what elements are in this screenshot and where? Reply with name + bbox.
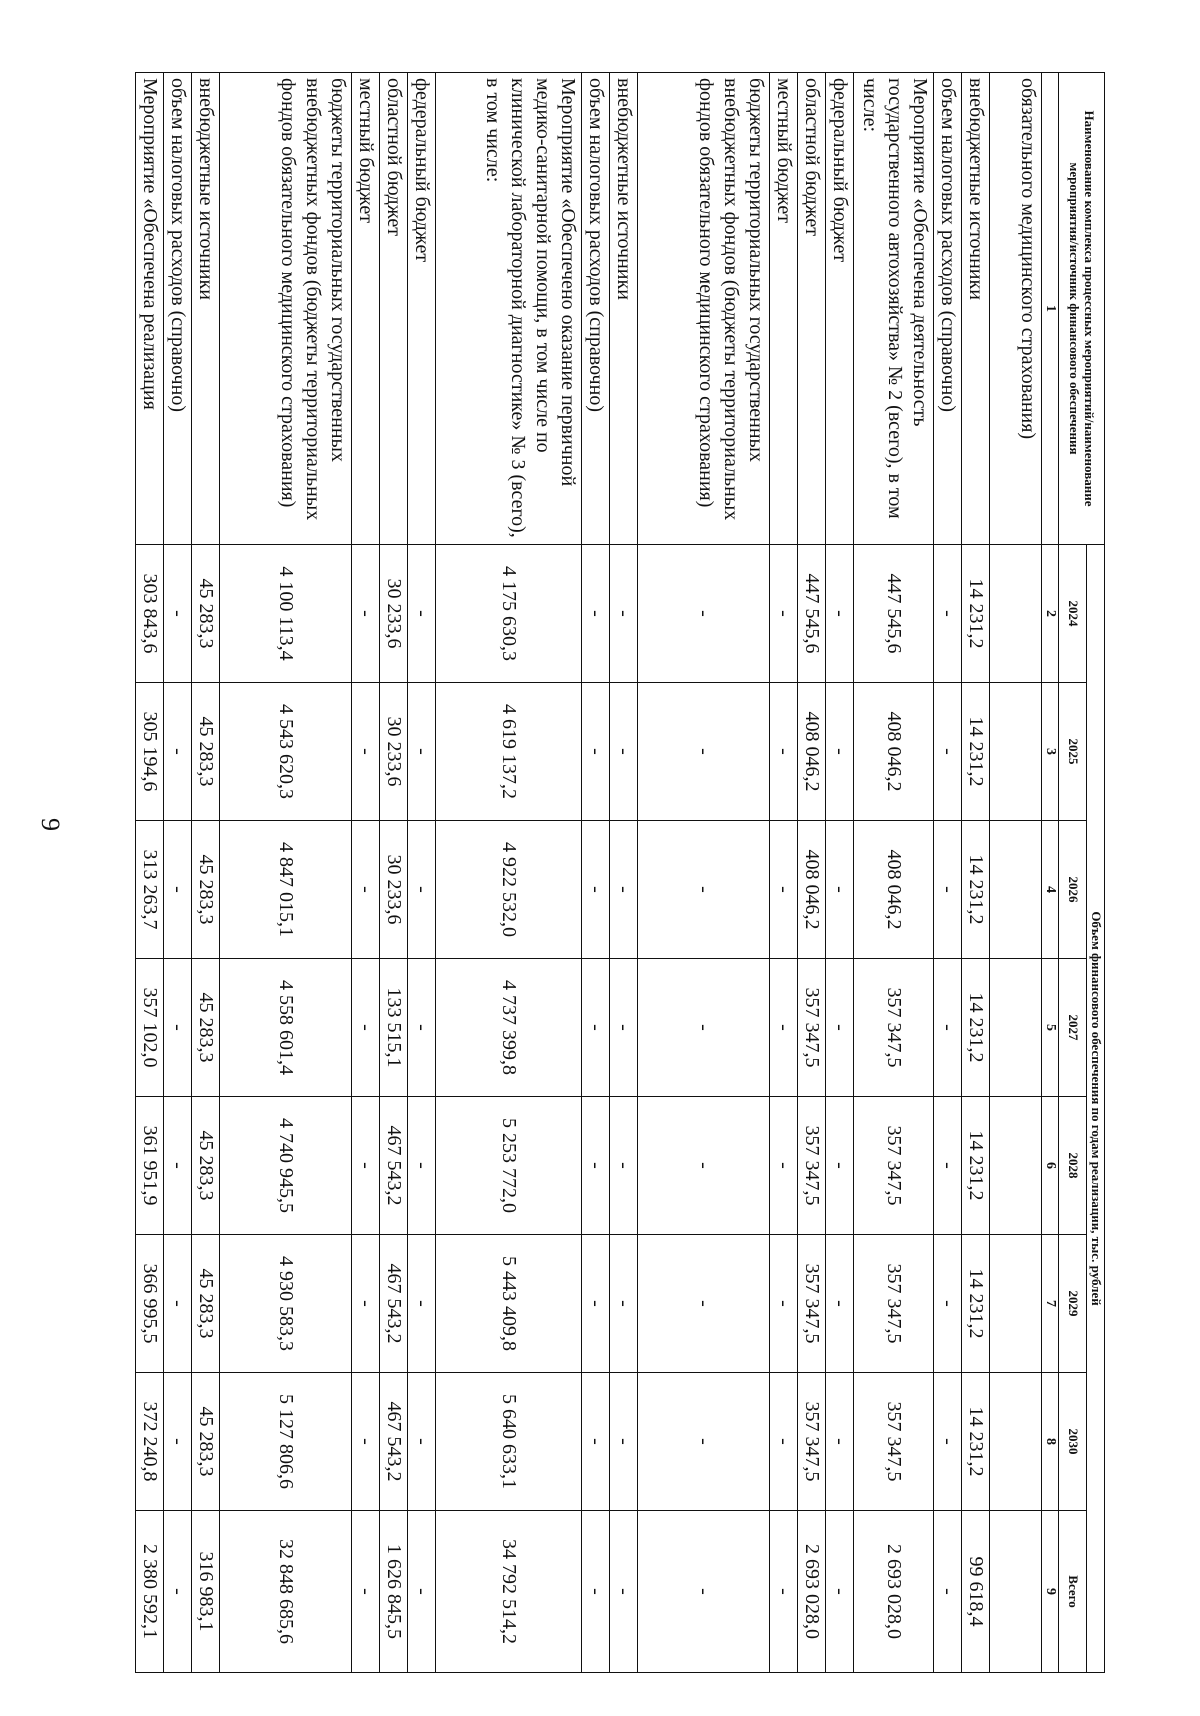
row-value-cell: - bbox=[770, 1373, 798, 1511]
row-total-cell: - bbox=[408, 1511, 436, 1673]
row-value-cell: 408 046,2 bbox=[798, 821, 826, 959]
row-value-cell: - bbox=[582, 683, 610, 821]
row-value-cell: - bbox=[610, 821, 638, 959]
row-value-cell: - bbox=[352, 959, 380, 1097]
column-number: 7 bbox=[1042, 1235, 1059, 1373]
row-value-cell: - bbox=[934, 545, 962, 683]
row-name-cell: местный бюджет bbox=[770, 73, 798, 545]
row-total-cell: - bbox=[934, 1511, 962, 1673]
row-value-cell: - bbox=[352, 1235, 380, 1373]
row-value-cell: - bbox=[610, 1097, 638, 1235]
row-value-cell: - bbox=[164, 821, 192, 959]
row-name-cell: бюджеты территориальных государственных внебюджетных фондов (бюджеты территориальных фондов обязательного медицинского страхования) bbox=[638, 73, 770, 545]
column-number: 4 bbox=[1042, 821, 1059, 959]
row-value-cell: - bbox=[610, 959, 638, 1097]
row-value-cell: 4 930 583,3 bbox=[220, 1235, 352, 1373]
row-value-cell: 14 231,2 bbox=[962, 545, 990, 683]
row-value-cell: - bbox=[352, 683, 380, 821]
row-value-cell: - bbox=[826, 959, 854, 1097]
row-value-cell: - bbox=[934, 959, 962, 1097]
row-value-cell: - bbox=[610, 683, 638, 821]
row-value-cell: - bbox=[638, 1235, 770, 1373]
row-total-cell: 34 792 514,2 bbox=[436, 1511, 582, 1673]
column-number: 3 bbox=[1042, 683, 1059, 821]
row-value-cell: 14 231,2 bbox=[962, 1235, 990, 1373]
column-number: 8 bbox=[1042, 1373, 1059, 1511]
table-row bbox=[582, 73, 610, 1673]
row-value-cell: - bbox=[770, 959, 798, 1097]
row-name-cell: Мероприятие «Обеспечено оказание первичной медико-санитарной помощи, в том числе по клинической лабораторной диагностике» № 3 (всего), в том числе: bbox=[436, 73, 582, 545]
row-name-cell: Мероприятие «Обеспечена реализация bbox=[136, 73, 164, 545]
row-total-cell: - bbox=[610, 1511, 638, 1673]
row-total-cell: 2 380 592,1 bbox=[136, 1511, 164, 1673]
row-value-cell: - bbox=[408, 683, 436, 821]
row-total-cell: 99 618,4 bbox=[962, 1511, 990, 1673]
row-value-cell: - bbox=[934, 683, 962, 821]
table-row bbox=[610, 73, 638, 1673]
row-value-cell: - bbox=[582, 821, 610, 959]
table-row bbox=[826, 73, 854, 1673]
row-value-cell: 4 175 630,3 bbox=[436, 545, 582, 683]
row-value-cell: 467 543,2 bbox=[380, 1235, 408, 1373]
row-value-cell: - bbox=[408, 1235, 436, 1373]
row-value-cell: - bbox=[826, 1097, 854, 1235]
row-value-cell: 4 543 620,3 bbox=[220, 683, 352, 821]
row-value-cell: - bbox=[610, 1235, 638, 1373]
row-name-cell: федеральный бюджет bbox=[408, 73, 436, 545]
row-value-cell: - bbox=[408, 1373, 436, 1511]
row-value-cell: - bbox=[638, 1373, 770, 1511]
column-number: 1 bbox=[1042, 73, 1059, 545]
row-value-cell: - bbox=[934, 1097, 962, 1235]
row-value-cell bbox=[990, 545, 1042, 683]
row-value-cell: - bbox=[934, 1373, 962, 1511]
header-year: 2025 bbox=[1059, 683, 1087, 821]
row-value-cell: - bbox=[934, 821, 962, 959]
header-year: 2030 bbox=[1059, 1373, 1087, 1511]
row-value-cell: 408 046,2 bbox=[798, 683, 826, 821]
row-value-cell: 14 231,2 bbox=[962, 821, 990, 959]
row-total-cell bbox=[990, 1511, 1042, 1673]
row-value-cell: - bbox=[826, 1235, 854, 1373]
row-value-cell bbox=[990, 683, 1042, 821]
row-total-cell: - bbox=[582, 1511, 610, 1673]
funding-table bbox=[135, 72, 1105, 1673]
row-value-cell: - bbox=[638, 1097, 770, 1235]
row-value-cell: 4 100 113,4 bbox=[220, 545, 352, 683]
row-total-cell: - bbox=[164, 1511, 192, 1673]
row-value-cell: 14 231,2 bbox=[962, 959, 990, 1097]
row-value-cell: 357 347,5 bbox=[798, 959, 826, 1097]
row-value-cell: - bbox=[352, 821, 380, 959]
row-value-cell: 357 347,5 bbox=[798, 1097, 826, 1235]
row-name-cell: объем налоговых расходов (справочно) bbox=[582, 73, 610, 545]
rotated-table-container bbox=[139, 72, 1105, 1644]
row-value-cell: 30 233,6 bbox=[380, 683, 408, 821]
row-value-cell: 45 283,3 bbox=[192, 1373, 220, 1511]
row-value-cell: - bbox=[610, 545, 638, 683]
row-value-cell: 467 543,2 bbox=[380, 1373, 408, 1511]
row-value-cell: - bbox=[164, 959, 192, 1097]
row-value-cell: - bbox=[638, 959, 770, 1097]
table-row bbox=[192, 73, 220, 1673]
column-number: 9 bbox=[1042, 1511, 1059, 1673]
row-value-cell: 467 543,2 bbox=[380, 1097, 408, 1235]
table-row bbox=[220, 73, 352, 1673]
row-value-cell: 357 347,5 bbox=[798, 1235, 826, 1373]
row-value-cell: - bbox=[164, 545, 192, 683]
row-name-cell: объем налоговых расходов (справочно) bbox=[164, 73, 192, 545]
row-value-cell: - bbox=[408, 959, 436, 1097]
row-value-cell: - bbox=[826, 683, 854, 821]
table-row bbox=[136, 73, 164, 1673]
row-value-cell: 14 231,2 bbox=[962, 1373, 990, 1511]
row-value-cell: 313 263,7 bbox=[136, 821, 164, 959]
header-name-column: Наименование комплекса процессных мероприятий/наименование мероприятия/источник финансового обеспечения bbox=[1059, 73, 1105, 545]
row-total-cell: - bbox=[770, 1511, 798, 1673]
row-value-cell: 305 194,6 bbox=[136, 683, 164, 821]
table-row bbox=[770, 73, 798, 1673]
row-value-cell: - bbox=[826, 821, 854, 959]
header-year: 2027 bbox=[1059, 959, 1087, 1097]
row-value-cell: 361 951,9 bbox=[136, 1097, 164, 1235]
column-number: 2 bbox=[1042, 545, 1059, 683]
table-row bbox=[990, 73, 1042, 1673]
table-row bbox=[934, 73, 962, 1673]
row-value-cell: 357 347,5 bbox=[798, 1373, 826, 1511]
row-value-cell: - bbox=[934, 1235, 962, 1373]
table-row bbox=[380, 73, 408, 1673]
row-name-cell: областной бюджет bbox=[798, 73, 826, 545]
row-value-cell: - bbox=[770, 683, 798, 821]
row-value-cell bbox=[990, 1373, 1042, 1511]
row-total-cell: - bbox=[352, 1511, 380, 1673]
row-value-cell: - bbox=[164, 1235, 192, 1373]
row-value-cell: 4 922 532,0 bbox=[436, 821, 582, 959]
row-value-cell: 5 443 409,8 bbox=[436, 1235, 582, 1373]
row-total-cell: 2 693 028,0 bbox=[854, 1511, 934, 1673]
row-value-cell: 45 283,3 bbox=[192, 1097, 220, 1235]
row-value-cell: 4 558 601,4 bbox=[220, 959, 352, 1097]
row-name-cell: внебюджетные источники bbox=[192, 73, 220, 545]
row-total-cell: 316 983,1 bbox=[192, 1511, 220, 1673]
table-row bbox=[962, 73, 990, 1673]
table-row bbox=[164, 73, 192, 1673]
row-value-cell: - bbox=[770, 821, 798, 959]
row-value-cell: 30 233,6 bbox=[380, 821, 408, 959]
row-value-cell: 372 240,8 bbox=[136, 1373, 164, 1511]
row-value-cell: 357 347,5 bbox=[854, 1373, 934, 1511]
row-value-cell: 5 640 633,1 bbox=[436, 1373, 582, 1511]
row-value-cell: - bbox=[352, 1097, 380, 1235]
row-name-cell: бюджеты территориальных государственных внебюджетных фондов (бюджеты территориальных фондов обязательного медицинского страхования) bbox=[220, 73, 352, 545]
row-value-cell: - bbox=[638, 821, 770, 959]
row-value-cell: 133 515,1 bbox=[380, 959, 408, 1097]
row-value-cell: 4 740 945,5 bbox=[220, 1097, 352, 1235]
row-value-cell: 357 347,5 bbox=[854, 1235, 934, 1373]
table-row bbox=[436, 73, 582, 1673]
row-value-cell: - bbox=[826, 545, 854, 683]
row-total-cell: 2 693 028,0 bbox=[798, 1511, 826, 1673]
table-row bbox=[638, 73, 770, 1673]
row-value-cell: - bbox=[826, 1373, 854, 1511]
row-value-cell: 45 283,3 bbox=[192, 959, 220, 1097]
row-total-cell: 1 626 845,5 bbox=[380, 1511, 408, 1673]
row-value-cell: - bbox=[408, 821, 436, 959]
row-value-cell bbox=[990, 959, 1042, 1097]
row-value-cell: - bbox=[352, 545, 380, 683]
row-value-cell: 447 545,6 bbox=[798, 545, 826, 683]
row-value-cell: - bbox=[352, 1373, 380, 1511]
header-funding-group: Объем финансового обеспечения по годам реализации, тыс. рублей bbox=[1087, 545, 1105, 1673]
header-year: 2028 bbox=[1059, 1097, 1087, 1235]
row-total-cell: - bbox=[638, 1511, 770, 1673]
row-name-cell: федеральный бюджет bbox=[826, 73, 854, 545]
header-year: 2029 bbox=[1059, 1235, 1087, 1373]
table-row bbox=[798, 73, 826, 1673]
row-value-cell: - bbox=[164, 1373, 192, 1511]
row-name-cell: внебюджетные источники bbox=[610, 73, 638, 545]
row-value-cell: - bbox=[408, 545, 436, 683]
row-value-cell: 366 995,5 bbox=[136, 1235, 164, 1373]
row-value-cell: 357 102,0 bbox=[136, 959, 164, 1097]
column-number: 5 bbox=[1042, 959, 1059, 1097]
row-value-cell: 5 253 772,0 bbox=[436, 1097, 582, 1235]
row-value-cell: - bbox=[408, 1097, 436, 1235]
table-body bbox=[136, 73, 1042, 1673]
row-value-cell: 357 347,5 bbox=[854, 1097, 934, 1235]
row-value-cell: 408 046,2 bbox=[854, 821, 934, 959]
row-total-cell: 32 848 685,6 bbox=[220, 1511, 352, 1673]
row-name-cell: местный бюджет bbox=[352, 73, 380, 545]
table-row bbox=[408, 73, 436, 1673]
row-value-cell: - bbox=[638, 545, 770, 683]
row-value-cell: 4 847 015,1 bbox=[220, 821, 352, 959]
row-value-cell: - bbox=[770, 1097, 798, 1235]
row-value-cell: 45 283,3 bbox=[192, 1235, 220, 1373]
row-value-cell: - bbox=[770, 545, 798, 683]
row-value-cell: 303 843,6 bbox=[136, 545, 164, 683]
row-value-cell: 14 231,2 bbox=[962, 1097, 990, 1235]
page-number: 9 bbox=[36, 818, 65, 831]
row-value-cell: 45 283,3 bbox=[192, 545, 220, 683]
row-value-cell: - bbox=[582, 1235, 610, 1373]
header-total: Всего bbox=[1059, 1511, 1087, 1673]
row-value-cell bbox=[990, 1097, 1042, 1235]
row-value-cell bbox=[990, 821, 1042, 959]
row-value-cell: 4 619 137,2 bbox=[436, 683, 582, 821]
row-value-cell: - bbox=[582, 1373, 610, 1511]
row-value-cell: 5 127 806,6 bbox=[220, 1373, 352, 1511]
row-value-cell bbox=[990, 1235, 1042, 1373]
row-value-cell: - bbox=[610, 1373, 638, 1511]
table-row bbox=[352, 73, 380, 1673]
row-value-cell: - bbox=[638, 683, 770, 821]
row-value-cell: 45 283,3 bbox=[192, 683, 220, 821]
row-name-cell: внебюджетные источники bbox=[962, 73, 990, 545]
row-value-cell: - bbox=[164, 683, 192, 821]
row-value-cell: 30 233,6 bbox=[380, 545, 408, 683]
row-value-cell: - bbox=[582, 959, 610, 1097]
row-name-cell: обязательного медицинского страхования) bbox=[990, 73, 1042, 545]
header-year: 2026 bbox=[1059, 821, 1087, 959]
row-total-cell: - bbox=[826, 1511, 854, 1673]
row-value-cell: 357 347,5 bbox=[854, 959, 934, 1097]
row-value-cell: - bbox=[164, 1097, 192, 1235]
header-year: 2024 bbox=[1059, 545, 1087, 683]
row-value-cell: - bbox=[770, 1235, 798, 1373]
column-number: 6 bbox=[1042, 1097, 1059, 1235]
row-value-cell: - bbox=[582, 1097, 610, 1235]
row-name-cell: Мероприятие «Обеспечена деятельность государственного автохозяйства» № 2 (всего), в том числе: bbox=[854, 73, 934, 545]
row-value-cell: 408 046,2 bbox=[854, 683, 934, 821]
row-name-cell: областной бюджет bbox=[380, 73, 408, 545]
row-value-cell: 14 231,2 bbox=[962, 683, 990, 821]
row-value-cell: 4 737 399,8 bbox=[436, 959, 582, 1097]
row-value-cell: 447 545,6 bbox=[854, 545, 934, 683]
row-value-cell: - bbox=[582, 545, 610, 683]
row-value-cell: 45 283,3 bbox=[192, 821, 220, 959]
row-name-cell: объем налоговых расходов (справочно) bbox=[934, 73, 962, 545]
table-row bbox=[854, 73, 934, 1673]
